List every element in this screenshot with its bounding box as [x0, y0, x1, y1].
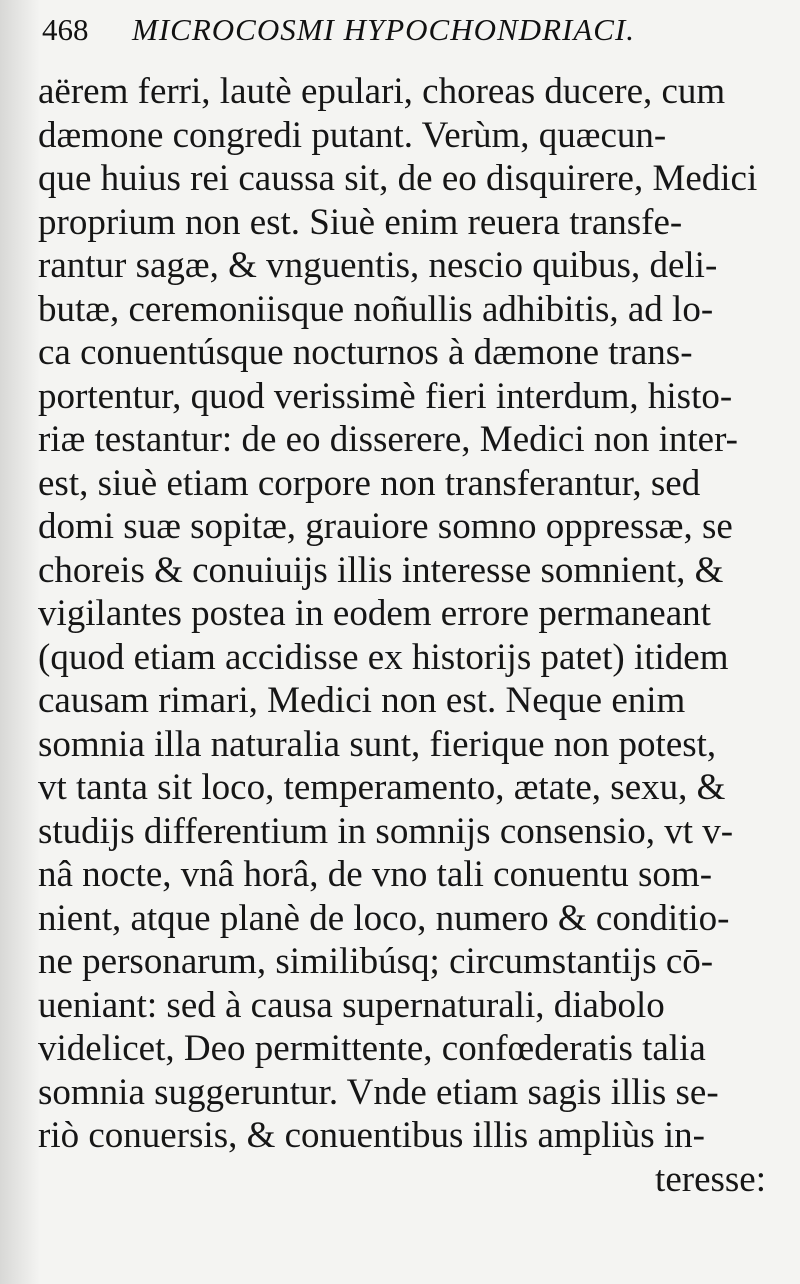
- text-line: (quod etiam accidisse ex historijs patet) itidem: [38, 636, 729, 678]
- text-line: videlicet, Deo permittente, confœderatis talia: [38, 1028, 706, 1069]
- catchword: teresse:: [655, 1158, 766, 1200]
- body-text: [38, 70, 766, 1201]
- text-line: ca conuentúsque nocturnos à dæmone trans-: [38, 332, 693, 373]
- text-line: portentur, quod verissimè fieri interdum, histo-: [38, 375, 733, 417]
- page-number: 468: [42, 12, 89, 47]
- text-line: somnia illa naturalia sunt, fierique non potest,: [38, 723, 717, 765]
- text-line: riò conuersis, & conuentibus illis ampliùs in-: [38, 1115, 705, 1156]
- text-line: aërem ferri, lautè epulari, choreas ducere, cum: [38, 71, 726, 112]
- text-line: est, siuè etiam corpore non transferantur, sed: [38, 462, 701, 504]
- text-line: rantur sagæ, & vnguentis, nescio quibus, deli-: [38, 245, 718, 286]
- text-line: choreis & conuiuijs illis interesse somnient, &: [38, 549, 724, 591]
- text-line: ueniant: sed à causa supernaturali, diabolo: [38, 984, 665, 1026]
- text-line: que huius rei caussa sit, de eo disquirere, Medici: [38, 158, 758, 199]
- text-line: domi suæ sopitæ, grauiore somno oppressæ, se: [38, 506, 733, 547]
- text-line: vt tanta sit loco, temperamento, ætate, sexu, &: [38, 767, 726, 808]
- page-gutter-shadow: [0, 0, 40, 1284]
- page-header: [42, 12, 762, 52]
- text-line: dæmone congredi putant. Verùm, quæcun-: [38, 114, 667, 156]
- text-line: butæ, ceremoniisque noñullis adhibitis, ad lo-: [38, 288, 714, 330]
- text-line: causam rimari, Medici non est. Neque enim: [38, 680, 686, 721]
- text-line: nâ nocte, vnâ horâ, de vno tali conuentu som-: [38, 854, 713, 895]
- running-title: MICROCOSMI HYPOCHONDRIACI.: [132, 12, 636, 47]
- text-line: studijs differentium in somnijs consensio, vt v-: [38, 810, 734, 852]
- text-line: ne personarum, similibúsq; circumstantijs cō-: [38, 941, 714, 982]
- text-line: proprium non est. Siuè enim reuera transfe-: [38, 201, 683, 243]
- text-line: somnia suggeruntur. Vnde etiam sagis illis se-: [38, 1071, 719, 1113]
- text-line: nient, atque planè de loco, numero & conditio-: [38, 897, 730, 939]
- text-line: vigilantes postea in eodem errore permaneant: [38, 593, 711, 634]
- text-line: riæ testantur: de eo disserere, Medici non inter-: [38, 419, 738, 460]
